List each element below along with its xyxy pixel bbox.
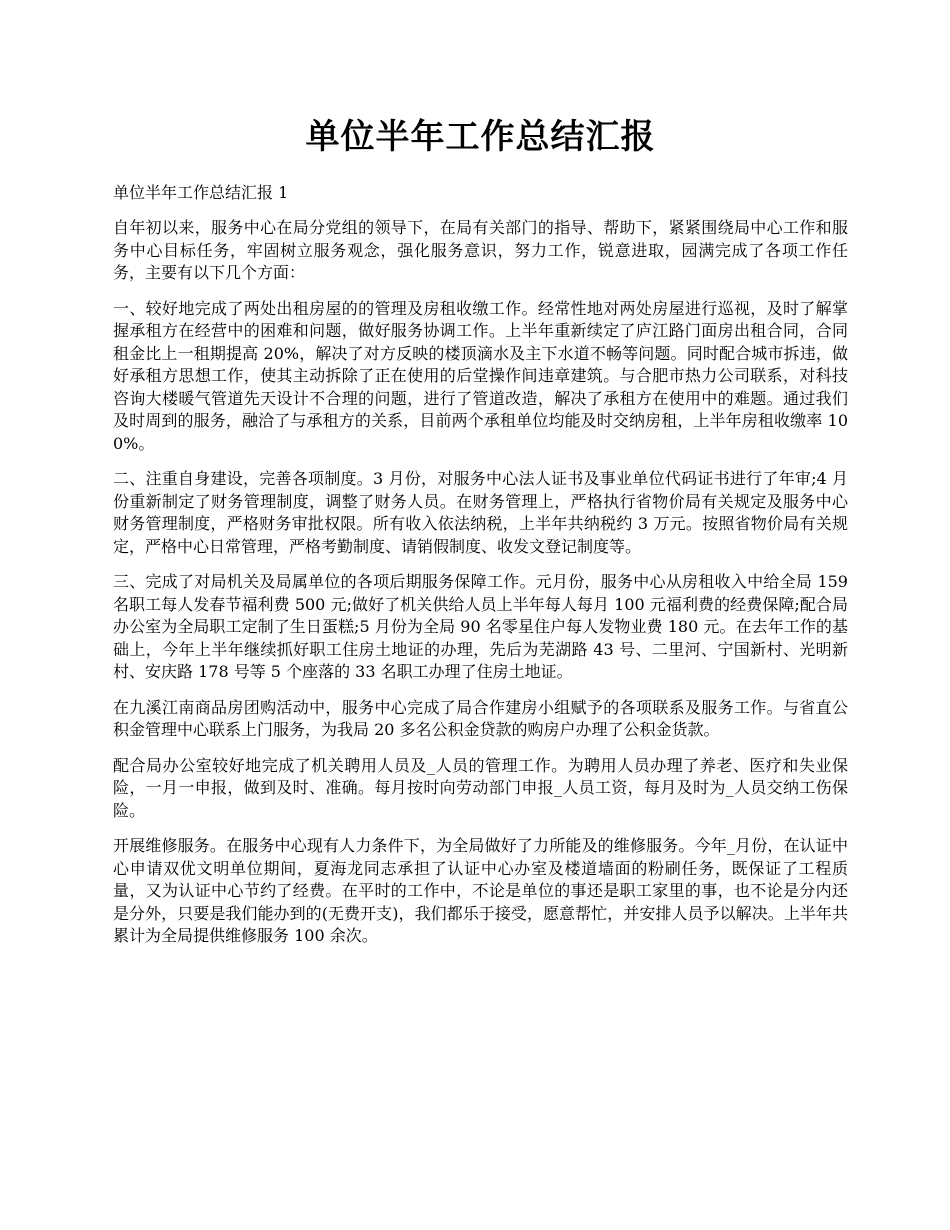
paragraph-intro: 自年初以来，服务中心在局分党组的领导下，在局有关部门的指导、帮助下，紧紧围绕局中心工作和服务中心目标任务，牢固树立服务观念，强化服务意识，努力工作，锐意进取，园满完成了各项工作任务，主要有以下几个方面： xyxy=(113,218,848,282)
paragraph-self-construction: 二、注重自身建设，完善各项制度。3 月份，对服务中心法人证书及事业单位代码证书进行了年审;4 月份重新制定了财务管理制度，调整了财务人员。在财务管理上，严格执行省物价局有关规定及服务中心财务管理制度，严格财务审批权限。所有收入依法纳税，上半年共纳税约 3 万元。按照省物价局有关规定，严格中心日常管理，严格考勤制度、请销假制度、收发文登记制度等。 xyxy=(113,469,848,556)
document-page xyxy=(113,112,848,948)
paragraph-group-purchase: 在九溪江南商品房团购活动中，服务中心完成了局合作建房小组赋予的各项联系及服务工作。与省直公积金管理中心联系上门服务，为我局 20 多名公积金贷款的购房户办理了公积金货款。 xyxy=(113,697,848,739)
paragraph-service-support: 三、完成了对局机关及局属单位的各项后期服务保障工作。元月份，服务中心从房租收入中给全局 159 名职工每人发春节福利费 500 元;做好了机关供给人员上半年每人每月 100 元福利费的经费保障;配合局办公室为全局职工定制了生日蛋糕;5 月份为全局 90 名零星住户每人发物业费 180 元。在去年工作的基础上，今年上半年继续抓好职工住房土地证的办理，先后为芜湖路 43 号、二里河、宁国新村、光明新村、安庆路 178 号等 5 个座落的 33 名职工办理了住房土地证。 xyxy=(113,572,848,681)
paragraph-rental-management: 一、较好地完成了两处出租房屋的的管理及房租收缴工作。经常性地对两处房屋进行巡视，及时了解掌握承租方在经营中的困难和问题，做好服务协调工作。上半年重新续定了庐江路门面房出租合同，合同租金比上一租期提高 20%，解决了对方反映的楼顶滴水及主下水道不畅等问题。同时配合城市拆违，做好承租方思想工作，使其主动拆除了正在使用的后堂操作间违章建筑。与合肥市热力公司联系，对科技咨询大楼暖气管道先天设计不合理的问题，进行了管道改造，解决了承租方在使用中的难题。通过我们及时周到的服务，融洽了与承租方的关系，目前两个承租单位均能及时交纳房租，上半年房租收缴率 100%。 xyxy=(113,298,848,453)
document-subtitle: 单位半年工作总结汇报 1 xyxy=(113,183,289,202)
paragraph-personnel-management: 配合局办公室较好地完成了机关聘用人员及_人员的管理工作。为聘用人员办理了养老、医疗和失业保险，一月一申报，做到及时、准确。每月按时向劳动部门申报_人员工资，每月及时为_人员交纳工伤保险。 xyxy=(113,755,848,820)
paragraph-maintenance-service: 开展维修服务。在服务中心现有人力条件下，为全局做好了力所能及的维修服务。今年_月份，在认证中心申请双优文明单位期间，夏海龙同志承担了认证中心办室及楼道墙面的粉刷任务，既保证了工程质量，又为认证中心节约了经费。在平时的工作中，不论是单位的事还是职工家里的事，也不论是分内还是分外，只要是我们能办到的(无费开支)，我们都乐于接受，愿意帮忙，并安排人员予以解决。上半年共累计为全局提供维修服务 100 余次。 xyxy=(113,836,848,945)
document-title: 单位半年工作总结汇报 xyxy=(305,117,656,157)
